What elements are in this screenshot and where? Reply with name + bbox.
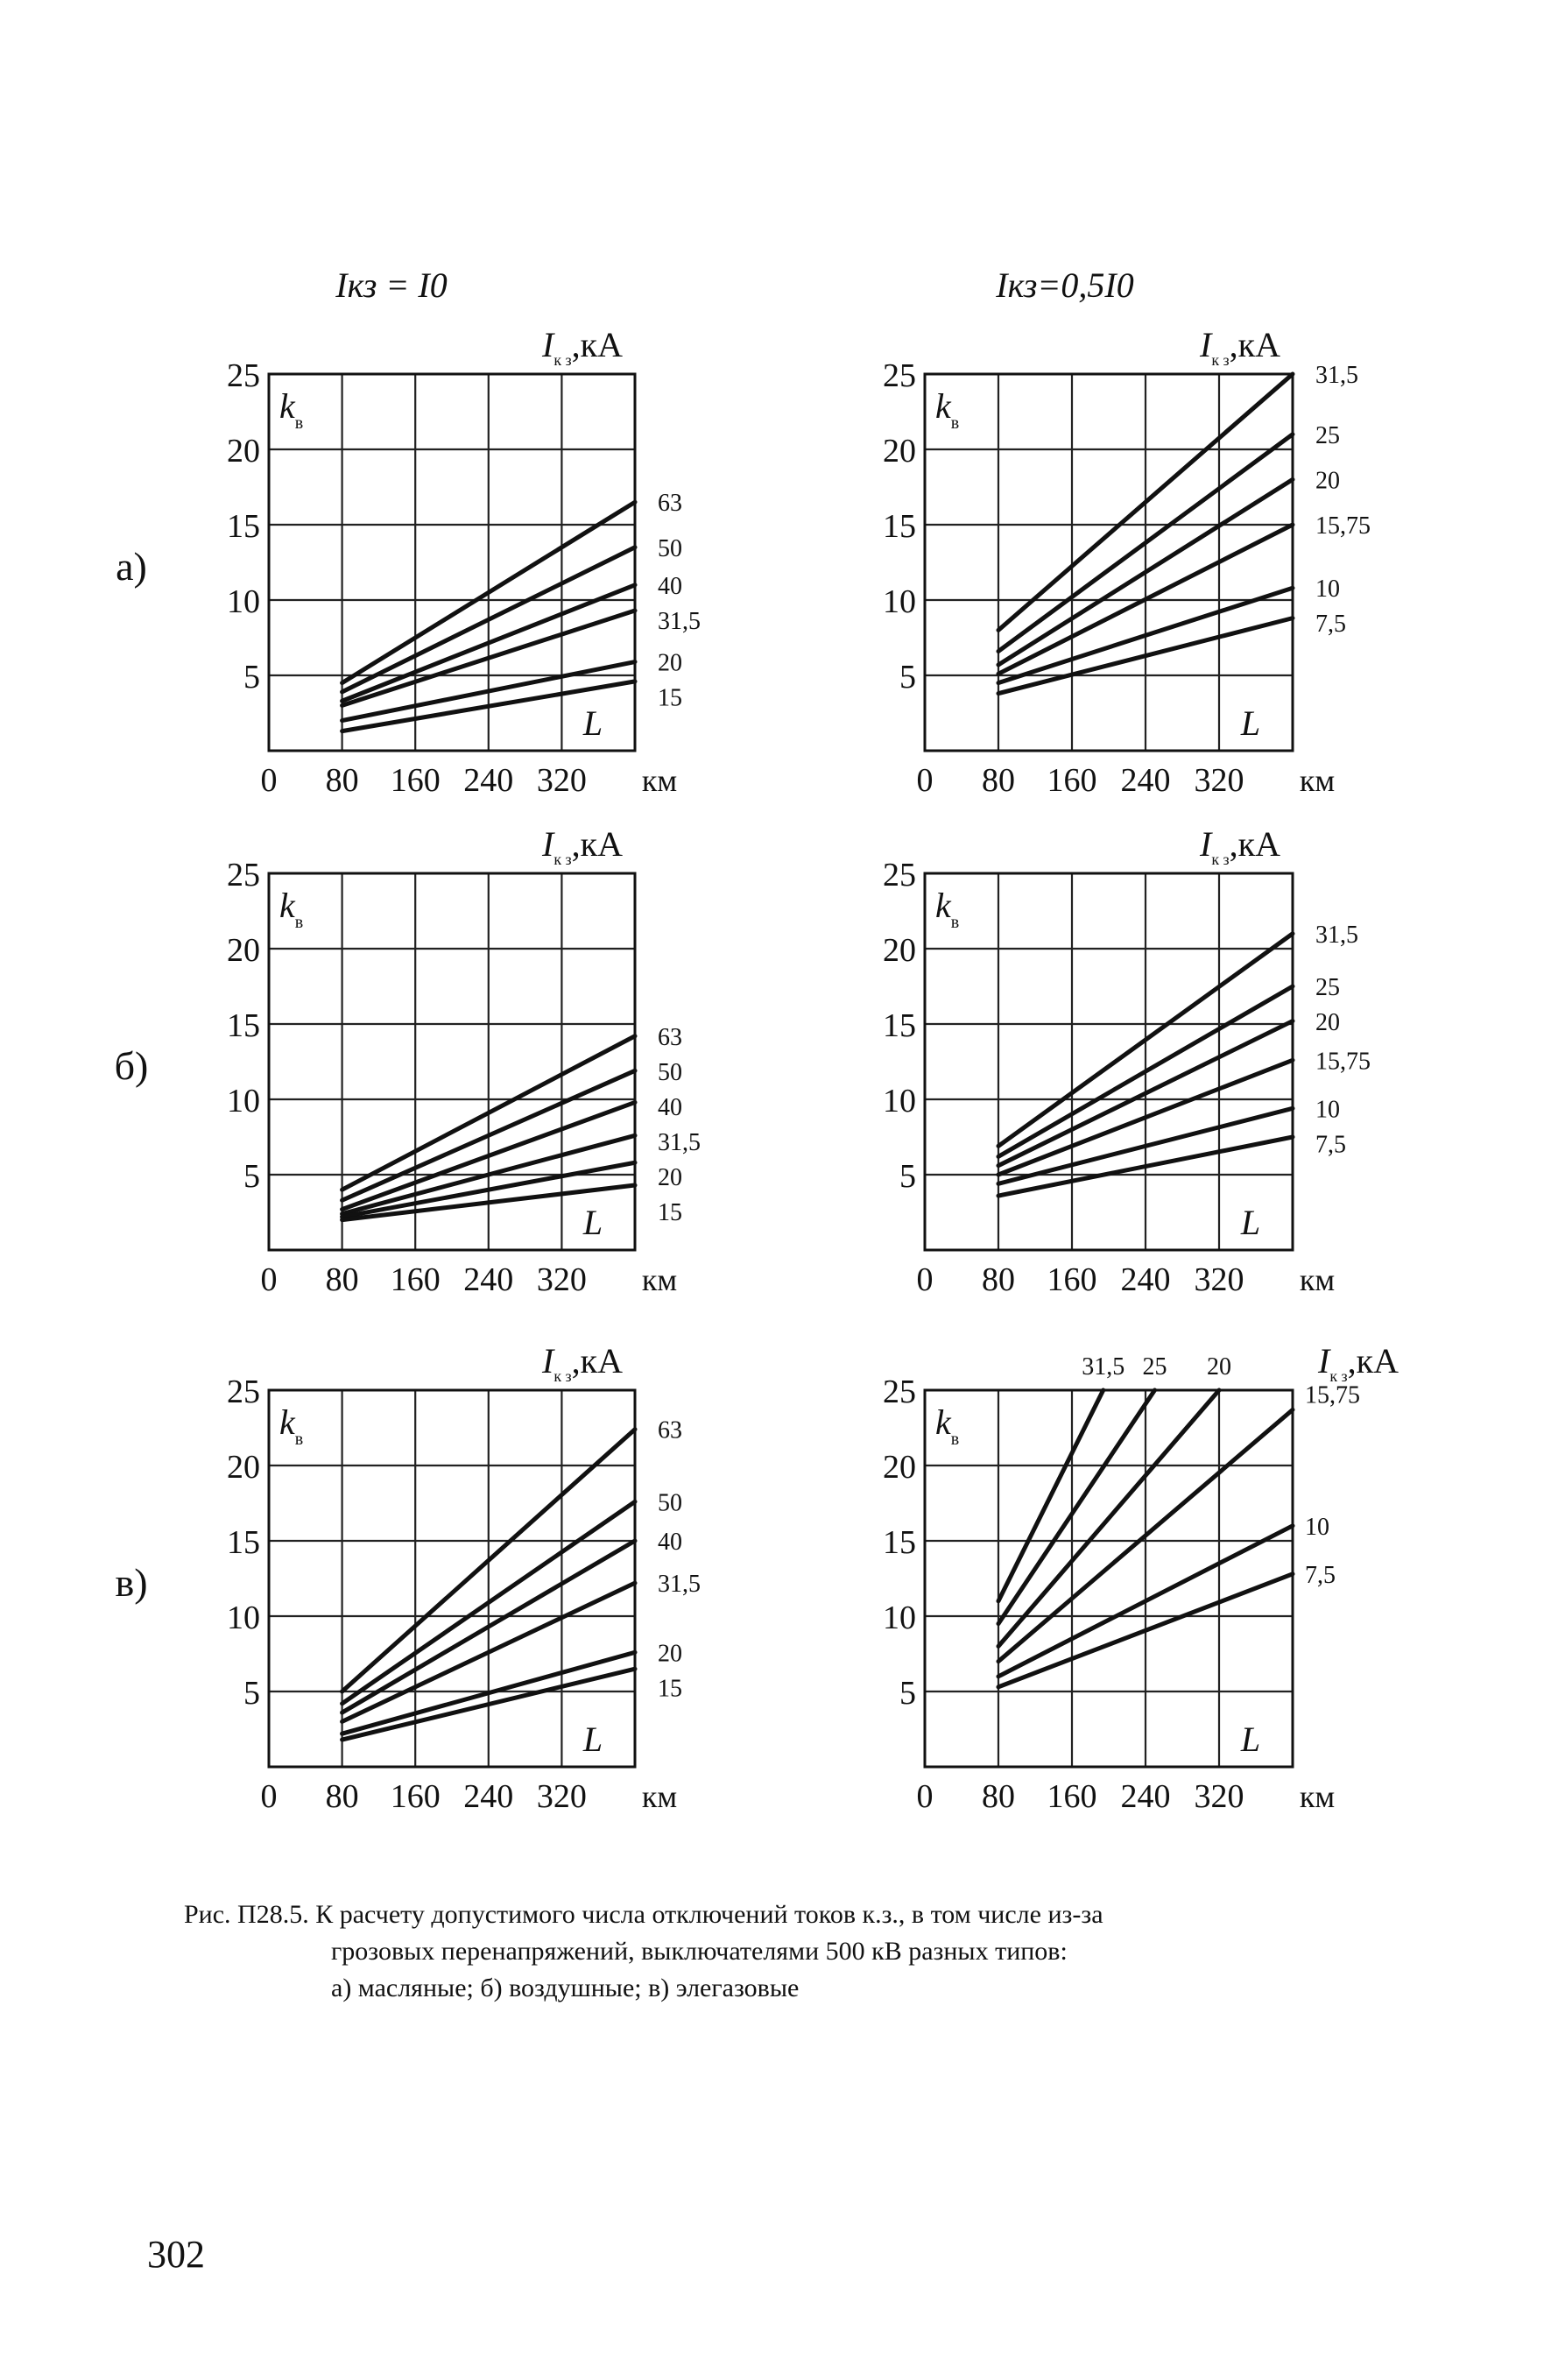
- series-label: 31,5: [658, 607, 701, 635]
- y-axis-label: $k_в$: [279, 386, 304, 433]
- panel-2: [883, 265, 1371, 799]
- x-tick-label: 160: [1047, 762, 1097, 799]
- current-subscript: к з: [1329, 1367, 1348, 1385]
- series-label: 25: [1142, 1353, 1167, 1381]
- current-symbol: I: [1317, 1341, 1330, 1381]
- plot-frame: [269, 374, 635, 751]
- y-tick-label: 25: [227, 1374, 260, 1410]
- y-tick-label: 10: [883, 1600, 916, 1636]
- x-tick-label: 320: [1194, 1261, 1244, 1298]
- series-label: 25: [1315, 974, 1340, 1001]
- y-tick-label: 15: [227, 1007, 260, 1044]
- panel-1: [227, 265, 701, 799]
- x-tick-label: 80: [325, 762, 359, 799]
- x-tick-label: 160: [1047, 1778, 1097, 1815]
- series-line: [998, 1390, 1103, 1601]
- y-tick-label: 5: [899, 1158, 916, 1195]
- panel-header: Iкз = I0: [335, 265, 448, 305]
- series-label: 31,5: [1315, 362, 1358, 389]
- current-unit-label: [1317, 1341, 1399, 1385]
- y-tick-label: 15: [883, 1524, 916, 1561]
- x-tick-label: 0: [260, 1778, 278, 1815]
- figure-caption: [184, 1896, 1392, 2007]
- y-axis-label-subscript: в: [294, 413, 304, 433]
- series-line: [998, 1390, 1219, 1646]
- y-tick-label: 25: [883, 357, 916, 394]
- x-axis-label: L: [582, 703, 603, 743]
- current-symbol: I: [541, 325, 554, 364]
- current-unit: ,кА: [571, 325, 624, 364]
- x-tick-label: 240: [1120, 1778, 1171, 1815]
- y-axis-label: $k_в$: [279, 1402, 304, 1449]
- series-label: 20: [1315, 1009, 1340, 1036]
- x-tick-label: 0: [916, 1261, 934, 1298]
- series-label: 20: [658, 1640, 682, 1668]
- x-axis-label: L: [582, 1720, 603, 1759]
- row-label: б): [114, 1043, 149, 1088]
- row-label: в): [115, 1560, 148, 1605]
- series-label: 15,75: [1315, 1048, 1371, 1076]
- y-axis-label-subscript: в: [950, 413, 960, 433]
- series-label: 20: [1315, 467, 1340, 495]
- y-tick-label: 20: [227, 932, 260, 969]
- series-label: 15,75: [1315, 512, 1371, 540]
- series-label: 40: [658, 1529, 682, 1556]
- series-label: 20: [658, 649, 682, 677]
- y-tick-label: 15: [227, 1524, 260, 1561]
- y-tick-label: 5: [899, 1675, 916, 1712]
- y-axis-label-subscript: в: [950, 1430, 960, 1449]
- y-tick-label: 25: [227, 357, 260, 394]
- series-label: 40: [658, 1093, 682, 1121]
- y-tick-label: 10: [883, 583, 916, 620]
- series-label: 40: [658, 572, 682, 600]
- panel-6: [883, 1341, 1399, 1815]
- plot-frame: [269, 1390, 635, 1767]
- current-symbol: I: [1199, 325, 1212, 364]
- y-axis-label-subscript: в: [950, 913, 960, 932]
- plot-frame: [925, 374, 1293, 751]
- y-tick-label: 20: [883, 932, 916, 969]
- x-tick-label: 320: [1194, 762, 1244, 799]
- y-axis-label: $k_в$: [935, 886, 960, 932]
- y-tick-label: 25: [883, 1374, 916, 1410]
- x-tick-label: 80: [325, 1778, 359, 1815]
- series-label: 25: [1315, 421, 1340, 449]
- series-label: 31,5: [1082, 1353, 1125, 1381]
- page-number: 302: [147, 2233, 205, 2276]
- current-subscript: к з: [1211, 851, 1230, 868]
- current-unit: ,кА: [1229, 325, 1281, 364]
- caption-line-3: а) масляные; б) воздушные; в) элегазовые: [331, 1974, 800, 2002]
- current-unit: ,кА: [571, 824, 624, 864]
- series-label: 50: [658, 1058, 682, 1086]
- series-label: 63: [658, 490, 682, 518]
- series-label: 31,5: [658, 1128, 701, 1156]
- x-unit-label: км: [641, 1779, 678, 1814]
- y-tick-label: 20: [227, 433, 260, 470]
- current-subscript: к з: [553, 851, 572, 868]
- current-unit-label: [541, 1341, 623, 1385]
- current-unit-label: [1199, 824, 1280, 868]
- current-subscript: к з: [553, 1367, 572, 1385]
- y-axis-label-subscript: в: [294, 913, 304, 932]
- y-tick-label: 10: [227, 1600, 260, 1636]
- panel-header: Iкз=0,5I0: [996, 265, 1134, 305]
- x-unit-label: км: [1299, 1262, 1336, 1297]
- x-tick-label: 0: [260, 762, 278, 799]
- series-label: 31,5: [1315, 921, 1358, 949]
- series-label: 20: [658, 1163, 682, 1191]
- x-tick-label: 160: [390, 1261, 441, 1298]
- series-label: 10: [1315, 1096, 1340, 1124]
- x-tick-label: 240: [1120, 762, 1171, 799]
- x-tick-label: 0: [916, 762, 934, 799]
- y-tick-label: 10: [227, 583, 260, 620]
- y-tick-label: 15: [883, 508, 916, 545]
- series-label: 63: [658, 1416, 682, 1444]
- caption-line-1: Рис. П28.5. К расчету допустимого числа отключений токов к.з., в том числе из-за: [184, 1900, 1103, 1929]
- x-tick-label: 0: [260, 1261, 278, 1298]
- x-tick-label: 160: [390, 762, 441, 799]
- caption-line-2: грозовых перенапряжений, выключателями 500 кВ разных типов:: [331, 1937, 1068, 1966]
- y-axis-label: $k_в$: [935, 386, 960, 433]
- y-axis-label: $k_в$: [935, 1402, 960, 1449]
- y-tick-label: 20: [227, 1449, 260, 1486]
- y-tick-label: 15: [883, 1007, 916, 1044]
- row-label: а): [116, 544, 147, 589]
- series-label: 15,75: [1305, 1381, 1360, 1409]
- y-tick-label: 25: [227, 857, 260, 893]
- series-label: 15: [658, 1198, 682, 1226]
- plot-frame: [925, 1390, 1293, 1767]
- y-axis-label-subscript: в: [294, 1430, 304, 1449]
- y-tick-label: 10: [227, 1083, 260, 1119]
- series-label: 15: [658, 1675, 682, 1703]
- x-tick-label: 240: [463, 1261, 514, 1298]
- series-label: 20: [1207, 1353, 1231, 1381]
- series-label: 7,5: [1305, 1561, 1336, 1589]
- y-tick-label: 25: [883, 857, 916, 893]
- y-tick-label: 10: [883, 1083, 916, 1119]
- x-axis-label: L: [1240, 703, 1261, 743]
- x-tick-label: 160: [1047, 1261, 1097, 1298]
- series-label: 15: [658, 684, 682, 712]
- x-tick-label: 80: [982, 762, 1015, 799]
- x-tick-label: 320: [1194, 1778, 1244, 1815]
- x-axis-label: L: [1240, 1720, 1261, 1759]
- x-tick-label: 240: [1120, 1261, 1171, 1298]
- x-unit-label: км: [641, 763, 678, 798]
- x-unit-label: км: [1299, 763, 1336, 798]
- series-label: 50: [658, 534, 682, 562]
- panel-5: [227, 1341, 701, 1815]
- series-label: 7,5: [1315, 611, 1346, 639]
- current-symbol: I: [1199, 824, 1212, 864]
- x-axis-label: L: [1240, 1203, 1261, 1242]
- y-tick-label: 20: [883, 433, 916, 470]
- series-label: 7,5: [1315, 1131, 1346, 1159]
- y-tick-label: 5: [243, 659, 260, 696]
- current-unit-label: [541, 325, 623, 369]
- x-tick-label: 240: [463, 1778, 514, 1815]
- current-symbol: I: [541, 1341, 554, 1381]
- current-unit: ,кА: [1229, 824, 1281, 864]
- panel-4: [883, 824, 1371, 1298]
- x-tick-label: 160: [390, 1778, 441, 1815]
- x-tick-label: 0: [916, 1778, 934, 1815]
- x-tick-label: 240: [463, 762, 514, 799]
- y-tick-label: 5: [243, 1675, 260, 1712]
- y-axis-label: $k_в$: [279, 886, 304, 932]
- x-tick-label: 80: [325, 1261, 359, 1298]
- y-tick-label: 15: [227, 508, 260, 545]
- current-subscript: к з: [1211, 351, 1230, 369]
- x-unit-label: км: [641, 1262, 678, 1297]
- x-tick-label: 80: [982, 1261, 1015, 1298]
- series-line: [998, 1390, 1155, 1624]
- y-tick-label: 5: [899, 659, 916, 696]
- series-label: 50: [658, 1489, 682, 1517]
- x-axis-label: L: [582, 1203, 603, 1242]
- panel-3: [227, 824, 701, 1298]
- x-tick-label: 80: [982, 1778, 1015, 1815]
- series-label: 10: [1305, 1513, 1329, 1541]
- y-tick-label: 5: [243, 1158, 260, 1195]
- series-label: 63: [658, 1023, 682, 1051]
- x-tick-label: 320: [536, 762, 587, 799]
- current-unit: ,кА: [571, 1341, 624, 1381]
- x-tick-label: 320: [536, 1261, 587, 1298]
- current-symbol: I: [541, 824, 554, 864]
- series-label: 31,5: [658, 1571, 701, 1599]
- current-unit-label: [1199, 325, 1280, 369]
- series-label: 10: [1315, 576, 1340, 604]
- x-tick-label: 320: [536, 1778, 587, 1815]
- current-unit-label: [541, 824, 623, 868]
- y-tick-label: 20: [883, 1449, 916, 1486]
- current-unit: ,кА: [1347, 1341, 1399, 1381]
- current-subscript: к з: [553, 351, 572, 369]
- plot-frame: [925, 873, 1293, 1250]
- x-unit-label: км: [1299, 1779, 1336, 1814]
